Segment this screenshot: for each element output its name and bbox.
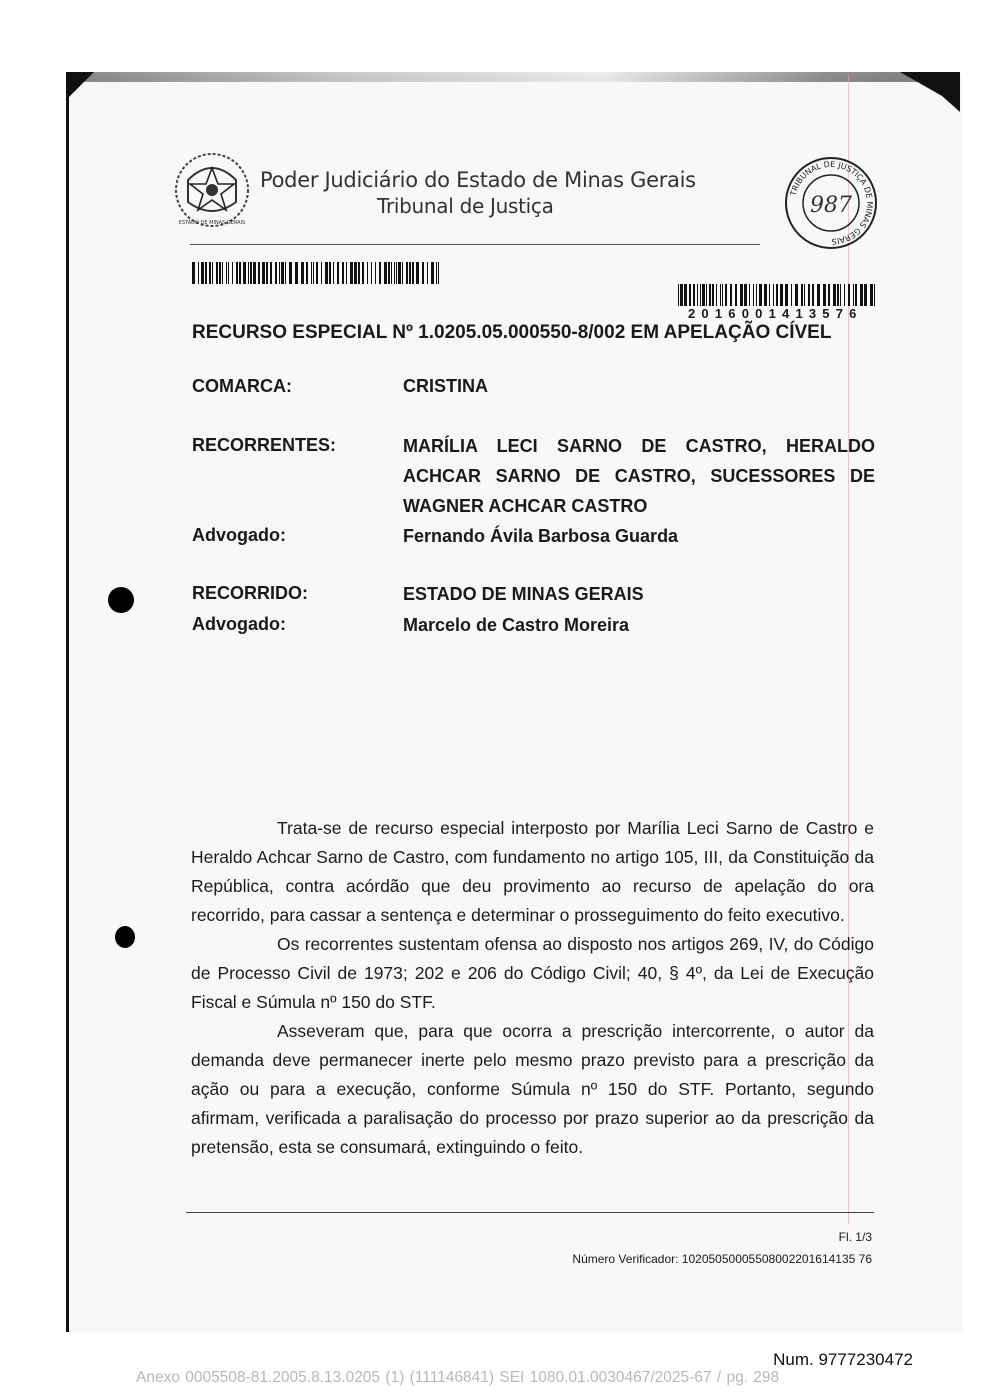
barcode-bar xyxy=(740,284,743,306)
advogado-label-1: Advogado: xyxy=(192,525,286,545)
seal-ring-text: TRIBUNAL DE JUSTIÇA DE MINAS GERAIS xyxy=(788,159,875,247)
page-number: Fl. 1/3 xyxy=(838,1230,872,1244)
folded-corner-left xyxy=(66,72,94,100)
barcode-bar xyxy=(864,284,867,306)
barcode-bar xyxy=(860,284,863,306)
barcode-bar xyxy=(201,262,204,284)
barcode-bar xyxy=(776,284,778,306)
barcode-right xyxy=(678,284,876,306)
barcode-bar xyxy=(833,284,836,306)
advogado-value-1: Fernando Ávila Barbosa Guarda xyxy=(403,526,679,546)
barcode-bar xyxy=(773,284,774,306)
barcode-bar xyxy=(358,262,360,284)
barcode-bar xyxy=(706,284,707,306)
barcode-bar xyxy=(243,262,246,284)
footer-divider xyxy=(186,1212,874,1213)
barcode-bar xyxy=(379,262,381,284)
paragraph-3: Asseveram que, para que ocorra a prescrição intercorrente, o autor da demanda deve permanecer inerte pelo mesmo prazo previsto para a prescrição da ação ou para a execução, conforme Súmula nº 150 do STF. Portanto, segundo afirmam, verificada a paralisação do processo por prazo superior ao da prescrição da pretensão, esta se consumará, extinguindo o feito. xyxy=(191,1021,874,1157)
barcode-bar xyxy=(306,262,308,284)
barcode-bar xyxy=(720,284,721,306)
advogado-value-2: Marcelo de Castro Moreira xyxy=(403,615,630,635)
barcode-bar xyxy=(236,262,238,284)
barcode-bar xyxy=(697,284,698,306)
barcode-bar xyxy=(438,262,439,284)
punch-hole-top xyxy=(108,587,134,613)
barcode-bar xyxy=(808,284,810,306)
barcode-bar xyxy=(219,262,221,284)
barcode-bar xyxy=(804,284,805,306)
barcode-bar xyxy=(391,262,392,284)
barcode-bar xyxy=(412,262,414,284)
barcode-bar xyxy=(402,262,403,284)
recorrido-label: RECORRIDO: xyxy=(192,583,308,603)
barcode-bar xyxy=(744,284,747,306)
barcode-bar xyxy=(712,284,714,306)
punch-hole-bottom xyxy=(115,926,135,948)
barcode-bar xyxy=(870,284,873,306)
barcode-bar xyxy=(262,262,265,284)
barcode-bar xyxy=(764,284,767,306)
barcode-bar xyxy=(396,262,397,284)
coat-of-arms-icon xyxy=(172,150,252,230)
barcode-bar xyxy=(874,284,875,306)
barcode-bar xyxy=(678,284,679,306)
recorrentes-label: RECORRENTES: xyxy=(192,435,337,455)
barcode-bar xyxy=(285,262,286,284)
barcode-bar xyxy=(812,284,814,306)
barcode-bar xyxy=(375,262,376,284)
barcode-bar xyxy=(749,284,750,306)
barcode-bar xyxy=(785,284,788,306)
barcode-bar xyxy=(422,262,424,284)
barcode-bar xyxy=(198,262,199,284)
barcode-bar xyxy=(394,262,395,284)
barcode-bar xyxy=(801,284,803,306)
advogado-label-2: Advogado: xyxy=(192,614,286,634)
barcode-bar xyxy=(848,284,850,306)
barcode-bar xyxy=(384,262,387,284)
coat-of-arms-text: ESTADO DE MINAS GERAIS xyxy=(178,220,246,226)
barcode-bar xyxy=(680,284,683,306)
barcode-bar xyxy=(823,284,826,306)
barcode-bar xyxy=(301,262,304,284)
seal-handwritten-number: 987 xyxy=(810,193,852,218)
barcode-bar xyxy=(837,284,839,306)
barcode-bar xyxy=(795,284,798,306)
barcode-bar xyxy=(205,262,207,284)
barcode-bar xyxy=(716,284,717,306)
barcode-bar xyxy=(270,262,272,284)
barcode-bar xyxy=(325,262,328,284)
barcode-bar xyxy=(427,262,428,284)
barcode-bar xyxy=(313,262,314,284)
court-name: Poder Judiciário do Estado de Minas Gerais xyxy=(260,168,696,192)
barcode-bar xyxy=(702,284,705,306)
document-title: RECURSO ESPECIAL Nº 1.0205.05.000550-8/002 EM APELAÇÃO CÍVEL xyxy=(192,322,832,343)
barcode-bar xyxy=(258,262,260,284)
barcode-bar xyxy=(209,262,211,284)
document-num: Num. 9777230472 xyxy=(773,1350,913,1369)
barcode-bar xyxy=(735,284,737,306)
verifier-number: Número Verificador: 10205050005508002201614135 76 xyxy=(572,1252,872,1266)
barcode-bar xyxy=(333,262,334,284)
barcode-bar xyxy=(416,262,419,284)
comarca-label: COMARCA: xyxy=(192,376,292,396)
barcode-bar xyxy=(840,284,841,306)
barcode-number: 2016001413576 xyxy=(688,306,863,321)
barcode-bar xyxy=(216,262,218,284)
barcode-bar xyxy=(250,262,252,284)
barcode-bar xyxy=(689,284,691,306)
barcode-bar xyxy=(409,262,411,284)
court-seal-stamp xyxy=(784,156,878,250)
barcode-bar xyxy=(346,262,347,284)
recorrido-value: ESTADO DE MINAS GERAIS xyxy=(403,584,644,604)
barcode-bar xyxy=(239,262,241,284)
barcode-bar xyxy=(248,262,249,284)
header-divider xyxy=(190,244,760,245)
barcode-bar xyxy=(700,284,701,306)
barcode-bar xyxy=(222,262,223,284)
barcode-bar xyxy=(780,284,783,306)
barcode-bar xyxy=(844,284,845,306)
barcode-bar xyxy=(759,284,762,306)
barcode-bar xyxy=(709,284,711,306)
barcode-bar xyxy=(730,284,732,306)
barcode-bar xyxy=(828,284,830,306)
barcode-bar xyxy=(367,262,368,284)
barcode-bar xyxy=(753,284,754,306)
paragraph-2: Os recorrentes sustentam ofensa ao disposto nos artigos 269, IV, do Código de Processo Civil de 1973; 202 e 206 do Código Civil; 40, § 4º, da Lei de Execução Fiscal e Súmula nº 150 do STF. xyxy=(191,934,874,1012)
barcode-bar xyxy=(853,284,854,306)
barcode-bar xyxy=(354,262,357,284)
barcode-bar xyxy=(311,262,312,284)
document-body xyxy=(191,814,874,1162)
barcode-bar xyxy=(817,284,820,306)
barcode-bar xyxy=(275,262,277,284)
barcode-bar xyxy=(362,262,364,284)
barcode-bar xyxy=(769,284,770,306)
barcode-bar xyxy=(321,262,322,284)
barcode-bar xyxy=(350,262,353,284)
comarca-value: CRISTINA xyxy=(403,376,488,396)
barcode-bar xyxy=(329,262,331,284)
barcode-bar xyxy=(431,262,434,284)
page-top-edge xyxy=(66,72,960,82)
barcode-bar xyxy=(192,262,195,284)
barcode-bar xyxy=(436,262,437,284)
barcode-bar xyxy=(279,262,280,284)
barcode-bar xyxy=(722,284,723,306)
barcode-bar xyxy=(281,262,284,284)
court-subtitle: Tribunal de Justiça xyxy=(377,194,554,218)
barcode-bar xyxy=(226,262,227,284)
barcode-bar xyxy=(253,262,256,284)
barcode-bar xyxy=(725,284,727,306)
barcode-bar xyxy=(342,262,344,284)
barcode-bar xyxy=(684,284,687,306)
barcode-bar xyxy=(232,262,233,284)
barcode-bar xyxy=(855,284,857,306)
barcode-bar xyxy=(212,262,213,284)
paragraph-1: Trata-se de recurso especial interposto por Marília Leci Sarno de Castro e Heraldo Achcar Sarno de Castro, com fundamento no artigo 105, III, da Constituição da República, contra acórdão que deu provimento ao recurso de apelação do ora recorrido, para cassar a sentença e determinar o prosseguimento do feito executivo. xyxy=(191,818,874,925)
barcode-bar xyxy=(316,262,318,284)
barcode-bar xyxy=(791,284,792,306)
barcode-bar xyxy=(693,284,695,306)
barcode-bar xyxy=(295,262,298,284)
barcode-bar xyxy=(228,262,229,284)
recorrentes-value: MARÍLIA LECI SARNO DE CASTRO, HERALDO ACHCAR SARNO DE CASTRO, SUCESSORES DE WAGNER ACHCAR CASTRO xyxy=(403,436,875,516)
annex-footer: Anexo 0005508-81.2005.8.13.0205 (1) (111146841) SEI 1080.01.0030467/2025-67 / pg. 298 xyxy=(136,1369,780,1386)
barcode-bar xyxy=(371,262,372,284)
barcode-top-left xyxy=(192,262,440,284)
barcode-bar xyxy=(289,262,292,284)
barcode-bar xyxy=(406,262,408,284)
barcode-bar xyxy=(388,262,390,284)
barcode-bar xyxy=(337,262,339,284)
barcode-bar xyxy=(756,284,757,306)
barcode-bar xyxy=(398,262,401,284)
barcode-bar xyxy=(266,262,268,284)
